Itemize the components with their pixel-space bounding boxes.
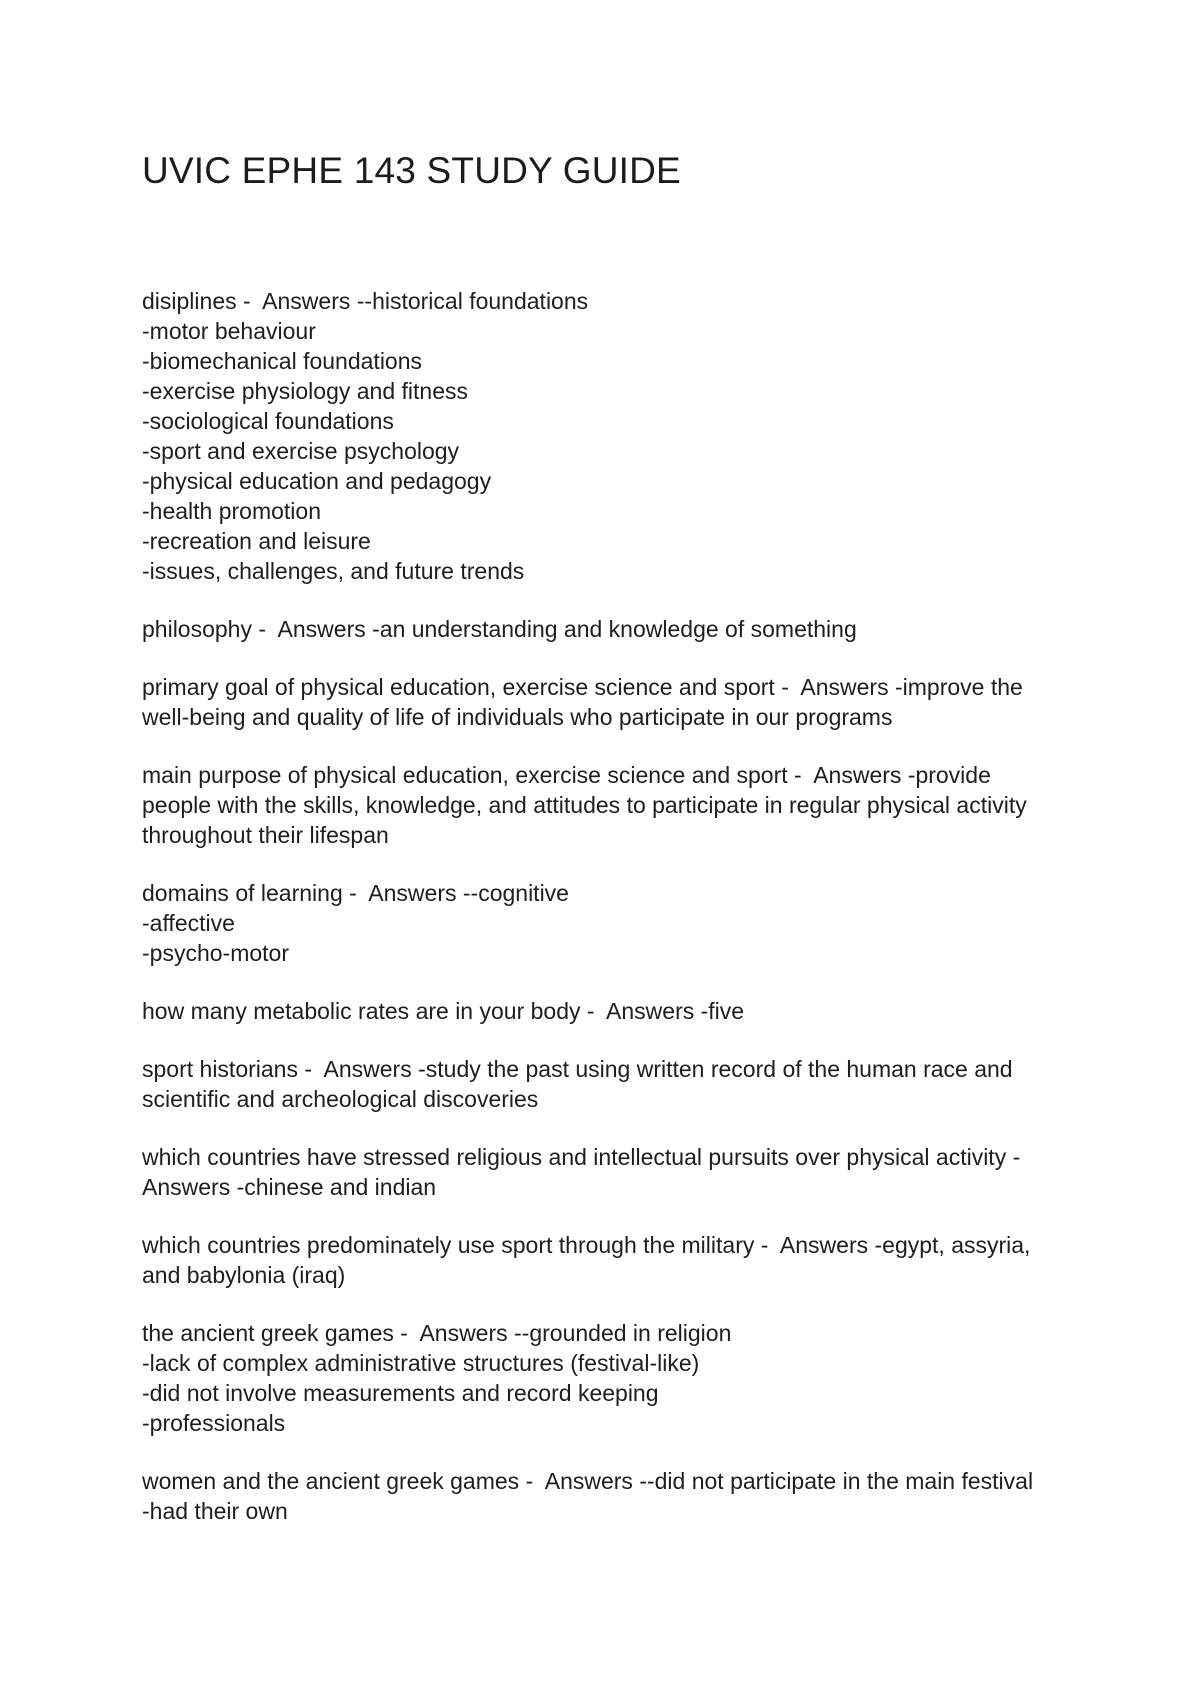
entry-line: which countries have stressed religious and intellectual pursuits over physical activity - [142, 1144, 1021, 1170]
entry-line: -biomechanical foundations [142, 348, 423, 374]
qa-entry-women-greek-games [142, 1466, 1072, 1526]
entry-line: -affective [142, 910, 235, 936]
page-title: UVIC EPHE 143 STUDY GUIDE [142, 150, 681, 191]
entry-line: -did not involve measurements and record keeping [142, 1380, 659, 1406]
entry-line: -lack of complex administrative structures (festival-like) [142, 1350, 700, 1376]
qa-entry-primary-goal [142, 672, 1072, 732]
qa-entry-ancient-greek-games [142, 1318, 1072, 1438]
qa-entry-main-purpose [142, 760, 1072, 850]
entry-line: -health promotion [142, 498, 321, 524]
entry-line: -recreation and leisure [142, 528, 371, 554]
qa-entry-religious-countries [142, 1142, 1072, 1202]
entry-line: the ancient greek games - Answers --grounded in religion [142, 1320, 732, 1346]
entry-line: disiplines - Answers --historical foundations [142, 288, 589, 314]
entry-line: philosophy - Answers -an understanding and knowledge of something [142, 616, 857, 642]
entry-line: main purpose of physical education, exercise science and sport - Answers -provide [142, 762, 991, 788]
qa-entry-domains-of-learning [142, 878, 1072, 968]
entry-line: -physical education and pedagogy [142, 468, 492, 494]
study-guide-content [142, 286, 1072, 1554]
entry-line: which countries predominately use sport through the military - Answers -egypt, assyria, [142, 1232, 1031, 1258]
entry-line: women and the ancient greek games - Answers --did not participate in the main festival [142, 1468, 1034, 1494]
entry-line: -professionals [142, 1410, 286, 1436]
entry-line: how many metabolic rates are in your body - Answers -five [142, 998, 745, 1024]
qa-entry-metabolic-rates [142, 996, 1072, 1026]
entry-line: people with the skills, knowledge, and attitudes to participate in regular physical activity [142, 792, 1027, 818]
entry-line: -sociological foundations [142, 408, 394, 434]
entry-line: throughout their lifespan [142, 822, 389, 848]
entry-line: domains of learning - Answers --cognitive [142, 880, 569, 906]
entry-line: scientific and archeological discoveries [142, 1086, 539, 1112]
entry-line: and babylonia (iraq) [142, 1262, 346, 1288]
entry-line: primary goal of physical education, exercise science and sport - Answers -improve the [142, 674, 1023, 700]
entry-line: well-being and quality of life of individuals who participate in our programs [142, 704, 893, 730]
entry-line: -issues, challenges, and future trends [142, 558, 525, 584]
entry-line: -exercise physiology and fitness [142, 378, 468, 404]
qa-entry-disciplines [142, 286, 1072, 586]
entry-line: Answers -chinese and indian [142, 1174, 437, 1200]
entry-line: -sport and exercise psychology [142, 438, 460, 464]
entry-line: sport historians - Answers -study the past using written record of the human race and [142, 1056, 1013, 1082]
qa-entry-philosophy [142, 614, 1072, 644]
entry-line: -motor behaviour [142, 318, 316, 344]
entry-line: -psycho-motor [142, 940, 289, 966]
qa-entry-military-countries [142, 1230, 1072, 1290]
entry-line: -had their own [142, 1498, 288, 1524]
qa-entry-sport-historians [142, 1054, 1072, 1114]
